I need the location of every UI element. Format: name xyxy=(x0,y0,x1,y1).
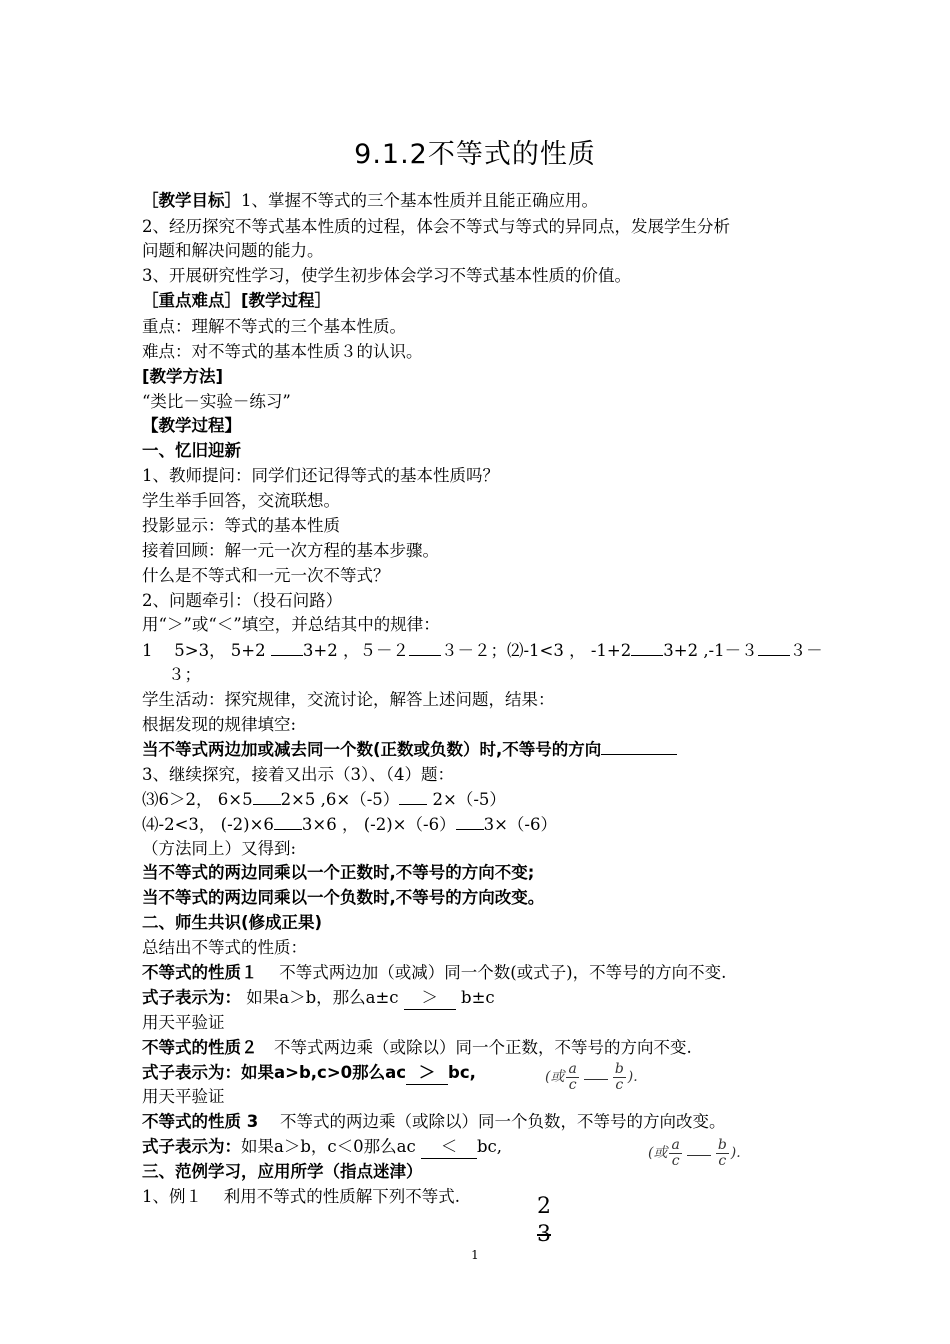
fill-blank[interactable] xyxy=(631,655,663,656)
exercise-1 xyxy=(142,640,823,662)
formula-label: 式子表示为： xyxy=(142,1137,241,1156)
denominator: c xyxy=(615,1077,624,1093)
rule-1 xyxy=(142,739,677,761)
method-label: [教学方法] xyxy=(142,367,224,386)
numerator: a xyxy=(671,1137,680,1153)
fraction-hint-2 xyxy=(545,1062,638,1093)
ex1-part-b: 3+2 ，５－２ xyxy=(302,641,409,660)
denominator: c xyxy=(568,1077,577,1093)
goal-2b: 问题和解决问题的能力。 xyxy=(142,241,324,260)
nandian: 难点：对不等式的基本性质３的认识。 xyxy=(142,342,423,361)
stray-number-top: 2 xyxy=(537,1194,551,1219)
fraction-a-over-c xyxy=(566,1062,578,1093)
s1-line-1: 1、教师提问：同学们还记得等式的基本性质吗？ xyxy=(142,466,499,485)
section-2-heading: 二、师生共识(修成正果) xyxy=(142,913,323,932)
verify-1: 用天平验证 xyxy=(142,1013,225,1032)
rule-1-text: 当不等式两边加或减去同一个数(正数或负数）时,不等号的方向 xyxy=(142,740,602,759)
property-1-label: 不等式的性质１ xyxy=(142,963,258,982)
s1-line-8: 学生活动：探究规律，交流讨论，解答上述问题，结果： xyxy=(142,690,555,709)
ex4-part-b: 3×6 ， (-2)×（-6） xyxy=(301,815,456,834)
process-label: 【教学过程】 xyxy=(142,416,241,435)
fill-blank[interactable] xyxy=(274,829,302,830)
s1-line-10: 3、继续探究，接着又出示（3）、（4）题： xyxy=(142,765,454,784)
property-1 xyxy=(142,962,726,984)
frac-prefix: (或 xyxy=(545,1069,565,1085)
ex4-part-a: ⑷-2<3， (-2)×6 xyxy=(142,815,274,834)
formula-label: 式子表示为： xyxy=(142,988,241,1007)
exercise-3 xyxy=(142,789,506,811)
section-1-heading: 一、忆旧迎新 xyxy=(142,441,241,460)
formula-left: 如果a＞b，c＜0那么ac xyxy=(241,1137,421,1156)
ex1-part-a: 1 5>3， 5+2 xyxy=(142,641,271,660)
formula-right: bc, xyxy=(476,1137,503,1156)
s1-line-11: （方法同上）又得到: xyxy=(142,839,297,858)
filled-blank: ＞ xyxy=(406,1062,448,1085)
frac-suffix: ). xyxy=(627,1069,638,1085)
filled-blank: ＞ xyxy=(404,987,456,1010)
rule-3: 当不等式的两边同乘以一个负数时,不等号的方向改变。 xyxy=(142,888,545,907)
s1-line-9: 根据发现的规律填空: xyxy=(142,715,297,734)
s2-line-1: 总结出不等式的性质： xyxy=(142,938,307,957)
page-number: 1 xyxy=(471,1248,479,1262)
goals-label: ［教学目标］ xyxy=(142,191,241,210)
fraction-b-over-c xyxy=(613,1062,626,1093)
numerator: b xyxy=(614,1061,624,1077)
goal-line-1 xyxy=(142,190,598,212)
ex4-part-c: 3×（-6） xyxy=(483,815,557,834)
denominator: c xyxy=(718,1153,727,1169)
ex3-part-c: 2×（-5） xyxy=(427,790,506,809)
goal-1: 1、掌握不等式的三个基本性质并且能正确应用。 xyxy=(241,191,598,210)
fill-blank[interactable] xyxy=(584,1079,608,1080)
s3-line-1: 1、例１ 利用不等式的性质解下列不等式. xyxy=(142,1187,460,1206)
exercise-4 xyxy=(142,814,557,836)
property-2-formula xyxy=(142,1062,476,1085)
property-1-text: 不等式两边加（或减）同一个数(或式子)，不等号的方向不变. xyxy=(257,963,727,982)
property-2-text: 不等式两边乘（或除以）同一个正数，不等号的方向不变. xyxy=(257,1038,692,1057)
fraction-a-over-c xyxy=(669,1138,681,1169)
keypoints-label: ［重点难点］[教学过程］ xyxy=(142,291,332,310)
fill-blank[interactable] xyxy=(271,655,303,656)
property-3 xyxy=(142,1111,725,1133)
page-title: 9.1.2不等式的性质 xyxy=(354,139,596,170)
formula-left: 如果a＞b，那么a±c xyxy=(241,988,404,1007)
ex3-part-a: ⑶6＞2， 6×5 xyxy=(142,790,253,809)
numerator: b xyxy=(717,1137,727,1153)
ex1-part-d: 3+2 ,-1－３ xyxy=(663,641,758,660)
formula-right: bc, xyxy=(448,1063,476,1082)
fraction-b-over-c xyxy=(716,1138,729,1169)
s1-line-5: 什么是不等式和一元一次不等式？ xyxy=(142,566,390,585)
goal-3: 3、开展研究性学习，使学生初步体会学习不等式基本性质的价值。 xyxy=(142,266,631,285)
property-3-formula xyxy=(142,1136,502,1159)
frac-prefix: (或 xyxy=(648,1145,668,1161)
fill-blank[interactable] xyxy=(601,754,677,755)
ex3-part-b: 2×5 ,6×（-5） xyxy=(280,790,400,809)
property-2 xyxy=(142,1037,692,1059)
goal-2a: 2、经历探究不等式基本性质的过程，体会不等式与等式的异同点，发展学生分析 xyxy=(142,217,730,236)
s1-line-6: 2、问题牵引：（投石问路） xyxy=(142,591,343,610)
property-2-label: 不等式的性质２ xyxy=(142,1038,258,1057)
ex1-part-e: ３－ xyxy=(789,641,823,660)
s1-line-7: 用“＞”或“＜”填空，并总结其中的规律： xyxy=(142,615,440,634)
filled-blank: ＜ xyxy=(421,1136,477,1159)
zhongdian: 重点：理解不等式的三个基本性质。 xyxy=(142,317,406,336)
ex1-part-f: ３； xyxy=(168,665,201,684)
fill-blank[interactable] xyxy=(253,804,281,805)
rule-2: 当不等式的两边同乘以一个正数时,不等号的方向不变; xyxy=(142,863,535,882)
fraction-hint-3 xyxy=(648,1138,741,1169)
property-3-label: 不等式的性质 3 xyxy=(142,1112,259,1131)
formula-left: 式子表示为：如果a>b,c>0那么ac xyxy=(142,1063,407,1082)
fill-blank[interactable] xyxy=(758,655,790,656)
verify-2: 用天平验证 xyxy=(142,1087,225,1106)
stray-number-bottom: 3 xyxy=(537,1222,551,1247)
section-3-heading: 三、范例学习，应用所学（指点迷津） xyxy=(142,1162,423,1181)
s1-line-3: 投影显示：等式的基本性质 xyxy=(142,516,340,535)
formula-right: b±c xyxy=(455,988,495,1007)
fill-blank[interactable] xyxy=(409,655,441,656)
fill-blank[interactable] xyxy=(687,1155,711,1156)
property-1-formula xyxy=(142,987,495,1010)
fill-blank[interactable] xyxy=(399,804,427,805)
fill-blank[interactable] xyxy=(456,829,484,830)
s1-line-4: 接着回顾：解一元一次方程的基本步骤。 xyxy=(142,541,439,560)
frac-suffix: ). xyxy=(730,1145,741,1161)
property-3-text: 不等式的两边乘（或除以）同一个负数，不等号的方向改变。 xyxy=(258,1112,726,1131)
numerator: a xyxy=(568,1061,577,1077)
denominator: c xyxy=(671,1153,680,1169)
method-text: “类比－实验－练习” xyxy=(142,392,291,411)
ex1-part-c: ３－２；⑵-1<3 ， -1+2 xyxy=(440,641,632,660)
s1-line-2: 学生举手回答，交流联想。 xyxy=(142,491,340,510)
